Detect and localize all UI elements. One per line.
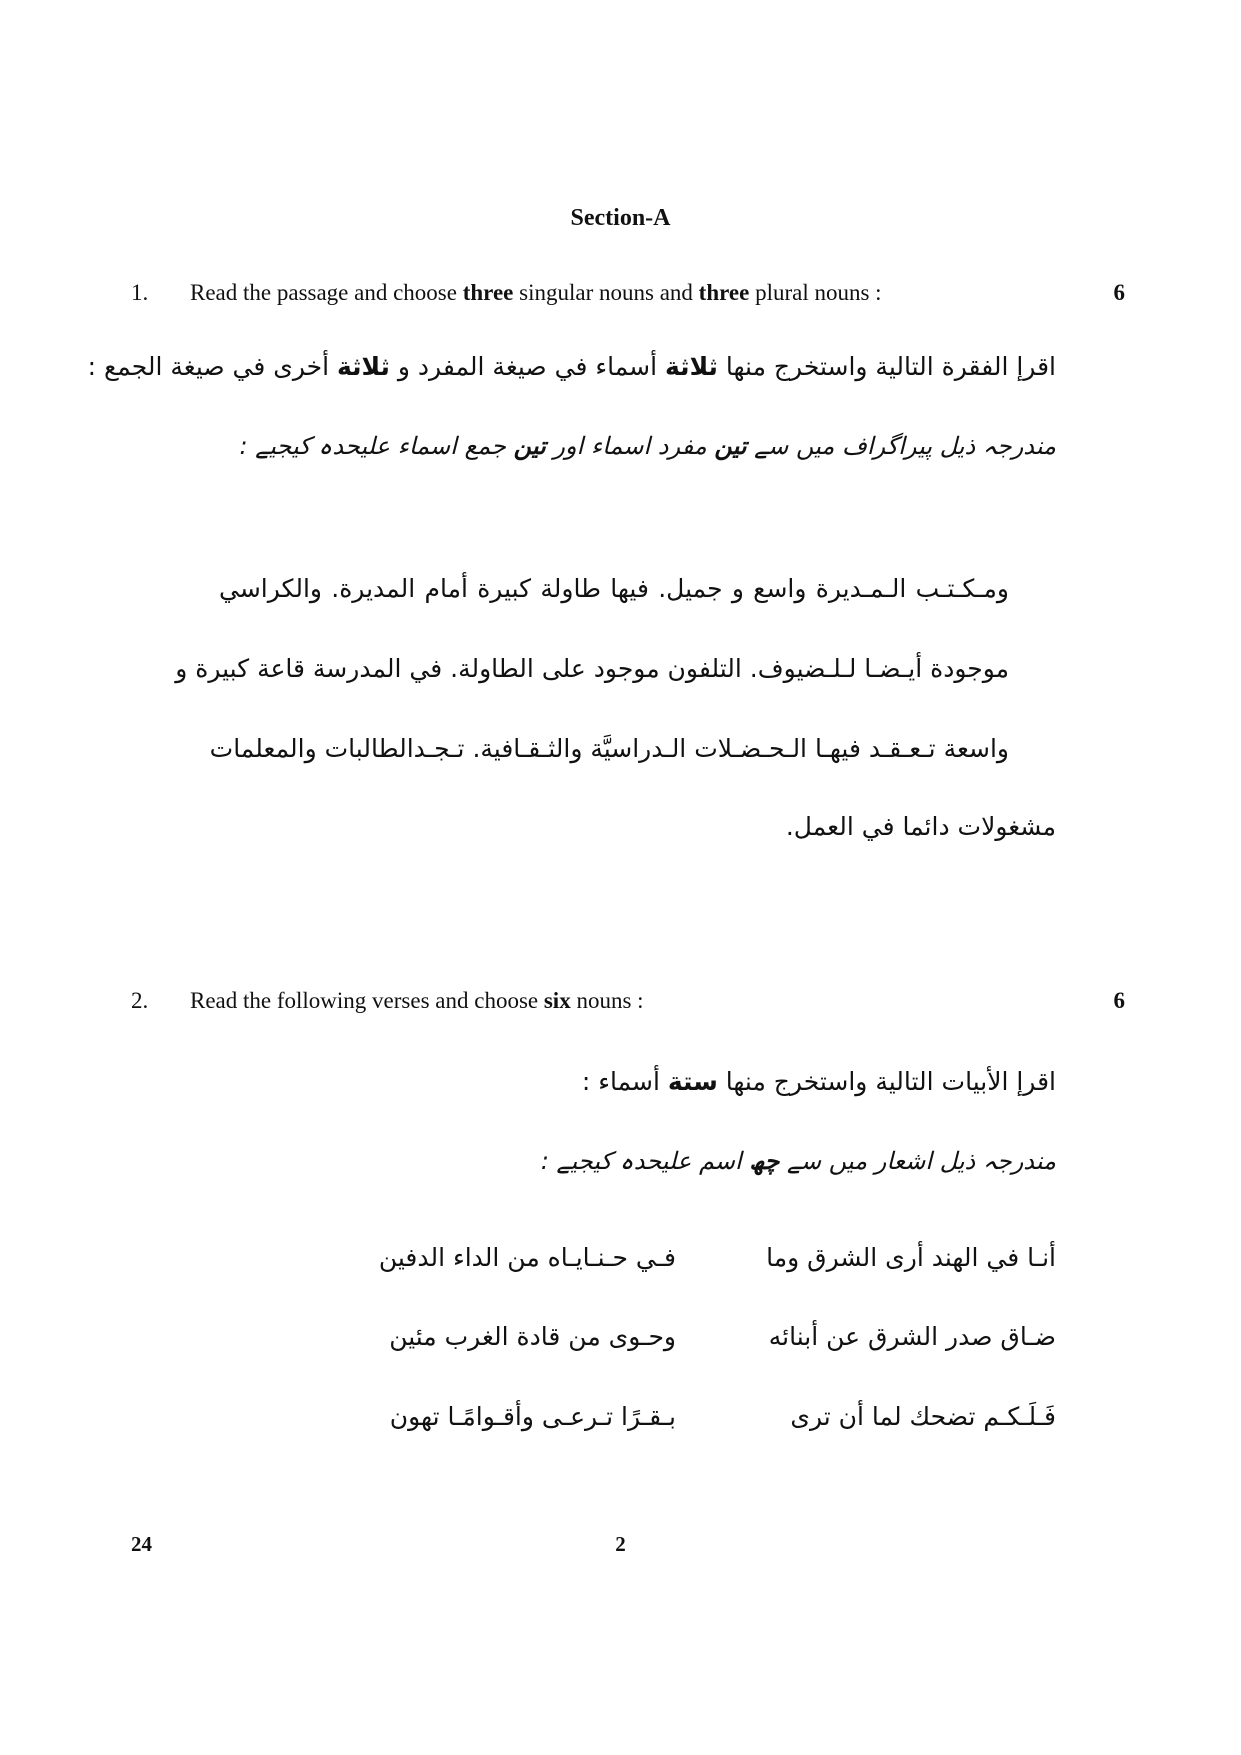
- passage-line: موجودة أيـضـا لـلـضيوف. التلفون موجود على الطاولة. في المدرسة قاعة كبيرة و: [175, 654, 1009, 683]
- verse-second-hemistich: وحـوى من قادة الغرب مئين: [389, 1322, 676, 1351]
- passage-line: ومـكـتـب الـمـديرة واسع و جميل. فيها طاولة كبيرة أمام المديرة. والكراسي: [219, 574, 1009, 603]
- verse-second-hemistich: فـي حـنـايـاه من الداء الدفين: [378, 1243, 676, 1272]
- question-2-urdu-instruction: مندرجہ ذیل اشعار میں سے چھ اسم علیحدہ کیجیے :: [540, 1147, 1056, 1175]
- question-1-urdu-instruction: مندرجہ ذیل پیراگراف میں سے تین مفرد اسماء اور تین جمع اسماء علیحدہ کیجیے :: [239, 432, 1056, 460]
- question-1-text: Read the passage and choose three singular nouns and three plural nouns :: [190, 280, 882, 305]
- passage-line: مشغولات دائما في العمل.: [785, 812, 1056, 841]
- question-1-arabic-instruction: اقرإ الفقرة التالية واستخرج منها ثلاثة أسماء في صيغة المفرد و ثلاثة أخرى في صيغة الجمع :: [87, 352, 1056, 381]
- question-2-marks: 6: [1113, 988, 1125, 1013]
- question-2-text: Read the following verses and choose six nouns :: [190, 988, 644, 1013]
- verse-first-hemistich: فَـلَـكـم تضحك لما أن ترى: [790, 1402, 1056, 1431]
- page-number: 2: [615, 1532, 626, 1556]
- verse-first-hemistich: ضـاق صدر الشرق عن أبنائه: [768, 1322, 1056, 1351]
- footer-code: 24: [131, 1532, 152, 1556]
- question-1-number: 1.: [131, 280, 149, 305]
- question-2-arabic-instruction: اقرإ الأبيات التالية واستخرج منها ستة أسماء :: [581, 1067, 1056, 1096]
- question-2-number: 2.: [131, 988, 149, 1013]
- question-1-marks: 6: [1113, 280, 1125, 305]
- verse-first-hemistich: أنـا في الهند أرى الشرق وما: [766, 1243, 1056, 1272]
- section-title: Section-A: [570, 205, 671, 231]
- passage-line: واسعة تـعـقـد فيهـا الـحـضـلات الـدراسيَّة والثـقـافية. تـجـدالطالبات والمعلمات: [209, 734, 1009, 763]
- verse-second-hemistich: بـقـرًا تـرعـى وأقـوامًـا تهون: [389, 1402, 676, 1431]
